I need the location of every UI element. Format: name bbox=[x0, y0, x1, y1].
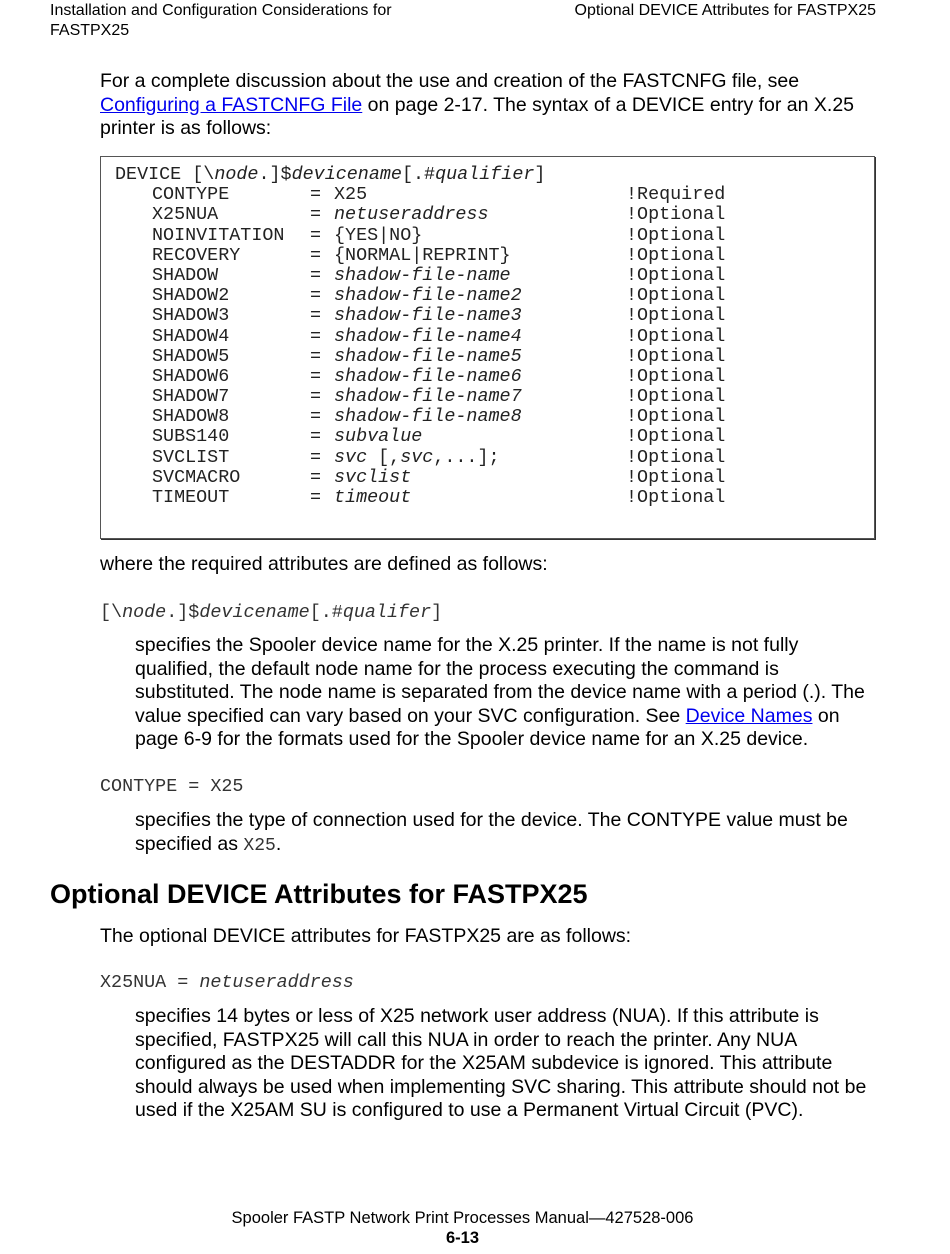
syntax-token: ] bbox=[534, 164, 546, 185]
syntax-attribute-value: shadow-file-name7 bbox=[334, 386, 522, 408]
running-header-right: Optional DEVICE Attributes for FASTPX25 bbox=[574, 2, 876, 19]
syntax-attribute-value: {YES|NO} bbox=[334, 224, 423, 246]
syntax-token: ,...]; bbox=[433, 446, 500, 468]
intro-text-before: For a complete discussion about the use and creation of the FASTCNFG file, see bbox=[100, 70, 800, 92]
syntax-attribute-name: SHADOW4 bbox=[152, 325, 230, 347]
syntax-attribute-name: SHADOW6 bbox=[152, 365, 230, 387]
syntax-equals: = bbox=[310, 386, 322, 408]
optional-intro: The optional DEVICE attributes for FASTPX25 are as follows: bbox=[100, 925, 632, 947]
running-header-left: Installation and Configuration Considerations for FASTPX25 bbox=[50, 2, 392, 39]
intro-text-after: on page 2-17. The syntax of a DEVICE entry for an X.25 printer is as follows: bbox=[100, 93, 855, 139]
syntax-row-noinvitation bbox=[115, 226, 725, 246]
syntax-comment: !Optional bbox=[626, 487, 726, 508]
term-node-placeholder: node bbox=[122, 602, 167, 623]
term-token: [\ bbox=[100, 602, 123, 623]
syntax-comment: !Optional bbox=[626, 204, 726, 226]
syntax-equals: = bbox=[310, 365, 322, 387]
syntax-equals: = bbox=[310, 466, 322, 488]
syntax-attribute-name: RECOVERY bbox=[152, 244, 241, 266]
syntax-attribute-name: SHADOW3 bbox=[152, 305, 230, 327]
syntax-token: DEVICE [\ bbox=[115, 164, 215, 185]
syntax-attribute-name: TIMEOUT bbox=[152, 487, 230, 508]
syntax-equals: = bbox=[310, 305, 322, 327]
syntax-attribute-value: shadow-file-name6 bbox=[334, 365, 522, 387]
syntax-equals: = bbox=[310, 184, 322, 206]
syntax-token: [, bbox=[367, 446, 401, 468]
syntax-comment: !Optional bbox=[626, 325, 726, 347]
syntax-row-contype bbox=[115, 185, 725, 205]
syntax-row-shadow2 bbox=[115, 286, 725, 306]
syntax-attribute-value: shadow-file-name2 bbox=[334, 285, 522, 307]
desc-text-after: . bbox=[275, 832, 282, 855]
footer-title: Spooler FASTP Network Print Processes Manual—427528-006 bbox=[231, 1209, 694, 1227]
syntax-row-shadow4 bbox=[115, 327, 725, 347]
syntax-equals: = bbox=[310, 487, 322, 508]
syntax-code-box bbox=[100, 156, 875, 539]
syntax-attribute-name: X25NUA bbox=[152, 204, 219, 226]
syntax-row-shadow bbox=[115, 266, 725, 286]
syntax-attribute-value: {NORMAL|REPRINT} bbox=[334, 244, 511, 266]
syntax-equals: = bbox=[310, 325, 322, 347]
syntax-attribute-name: SVCMACRO bbox=[152, 466, 241, 488]
syntax-attribute-name: SHADOW bbox=[152, 264, 219, 286]
syntax-row-svcmacro bbox=[115, 468, 725, 488]
syntax-attribute-name: SHADOW8 bbox=[152, 406, 230, 428]
desc-text-after: on page 6-9 for the formats used for the Spooler device name for an X.25 device. bbox=[135, 704, 840, 750]
page-number: 6-13 bbox=[445, 1229, 480, 1247]
syntax-comment: !Optional bbox=[626, 365, 726, 387]
term-contype: CONTYPE = X25 bbox=[100, 776, 244, 797]
syntax-first-line bbox=[115, 165, 725, 185]
term-devicename-placeholder: devicename bbox=[199, 602, 310, 623]
desc-text-before: specifies the Spooler device name for the X.25 printer. If the name is not fully qualified, the default node name for the process executing the command is substituted. The node name is separated from the device name with a period (.). The value specified can vary based on your SVC configuration. See bbox=[135, 634, 865, 727]
syntax-attribute-value: shadow-file-name3 bbox=[334, 305, 522, 327]
syntax-attribute-value: shadow-file-name bbox=[334, 264, 511, 286]
syntax-equals: = bbox=[310, 224, 322, 246]
syntax-row-shadow7 bbox=[115, 387, 725, 407]
syntax-row-shadow5 bbox=[115, 347, 725, 367]
syntax-comment: !Optional bbox=[626, 224, 726, 246]
syntax-attribute-name: SHADOW5 bbox=[152, 345, 230, 367]
syntax-comment: !Optional bbox=[626, 345, 726, 367]
syntax-row-shadow3 bbox=[115, 306, 725, 326]
term-token: X25NUA = bbox=[100, 972, 200, 993]
desc-code: X25 bbox=[243, 835, 276, 856]
term-qualifer-placeholder: qualifer bbox=[342, 602, 432, 623]
syntax-attribute-value: svclist bbox=[334, 466, 412, 488]
syntax-row-timeout bbox=[115, 488, 725, 508]
syntax-attribute-value bbox=[334, 448, 626, 468]
syntax-equals: = bbox=[310, 446, 322, 468]
syntax-comment: !Optional bbox=[626, 285, 726, 307]
syntax-comment: !Optional bbox=[626, 426, 726, 448]
x25nua-description: specifies 14 bytes or less of X25 network user address (NUA). If this attribute is specified, FASTPX25 will call this NUA in order to reach the printer. Any NUA configured as the DESTADDR for the X25AM subdevice is ignored. This attribute should always be used when implementing SVC sharing. This attribute should not be used if the X25AM SU is configured to use a Permanent Virtual Circuit (PVC). bbox=[135, 1005, 867, 1121]
term-token: ] bbox=[431, 602, 443, 623]
syntax-row-shadow8 bbox=[115, 407, 725, 427]
syntax-equals: = bbox=[310, 426, 322, 448]
syntax-attribute-name: SUBS140 bbox=[152, 426, 230, 448]
syntax-equals: = bbox=[310, 244, 322, 266]
syntax-equals: = bbox=[310, 204, 322, 226]
syntax-comment: !Optional bbox=[626, 446, 726, 468]
syntax-row-svclist bbox=[115, 448, 725, 468]
syntax-attribute-rows bbox=[115, 185, 725, 508]
syntax-attribute-name: SHADOW7 bbox=[152, 386, 230, 408]
syntax-attribute-name: SVCLIST bbox=[152, 446, 230, 468]
syntax-row-recovery bbox=[115, 246, 725, 266]
syntax-comment: !Required bbox=[626, 184, 726, 206]
syntax-attribute-value: timeout bbox=[334, 487, 412, 508]
syntax-comment: !Optional bbox=[626, 466, 726, 488]
syntax-token: .]$ bbox=[258, 164, 292, 185]
intro-paragraph bbox=[100, 70, 880, 141]
syntax-devicename-placeholder: devicename bbox=[291, 164, 402, 185]
syntax-row-x25nua bbox=[115, 205, 725, 225]
syntax-attribute-name: NOINVITATION bbox=[152, 224, 285, 246]
syntax-comment: !Optional bbox=[626, 264, 726, 286]
configuring-fastcnfg-link[interactable]: Configuring a FASTCNFG File bbox=[100, 93, 363, 116]
term-device-name bbox=[100, 602, 442, 624]
device-names-link[interactable]: Device Names bbox=[685, 704, 813, 727]
syntax-attribute-value: netuseraddress bbox=[334, 204, 489, 226]
syntax-row-shadow6 bbox=[115, 367, 725, 387]
term-token: [.# bbox=[309, 602, 343, 623]
syntax-qualifier-placeholder: qualifier bbox=[435, 164, 535, 185]
syntax-attribute-name: SHADOW2 bbox=[152, 285, 230, 307]
syntax-attribute-value: shadow-file-name4 bbox=[334, 325, 522, 347]
syntax-equals: = bbox=[310, 345, 322, 367]
section-heading: Optional DEVICE Attributes for FASTPX25 bbox=[50, 879, 588, 909]
syntax-node-placeholder: node bbox=[214, 164, 259, 185]
syntax-equals: = bbox=[310, 285, 322, 307]
term-x25nua bbox=[100, 972, 354, 994]
syntax-attribute-value: subvalue bbox=[334, 426, 423, 448]
syntax-comment: !Optional bbox=[626, 406, 726, 428]
syntax-comment: !Optional bbox=[626, 244, 726, 266]
syntax-svc-placeholder: svc bbox=[334, 446, 368, 468]
syntax-attribute-name: CONTYPE bbox=[152, 184, 230, 206]
syntax-comment: !Optional bbox=[626, 305, 726, 327]
syntax-comment: !Optional bbox=[626, 386, 726, 408]
syntax-attribute-value: shadow-file-name8 bbox=[334, 406, 522, 428]
term-token: .]$ bbox=[166, 602, 200, 623]
desc-text-before: specifies the type of connection used for the device. The CONTYPE value must be specified as bbox=[135, 809, 848, 855]
syntax-svc-placeholder: svc bbox=[400, 446, 434, 468]
syntax-code bbox=[115, 165, 725, 508]
syntax-attribute-value: X25 bbox=[334, 184, 368, 206]
device-name-description bbox=[135, 634, 880, 752]
syntax-row-subs140 bbox=[115, 427, 725, 447]
syntax-attribute-value: shadow-file-name5 bbox=[334, 345, 522, 367]
required-intro: where the required attributes are defined as follows: bbox=[100, 553, 548, 575]
term-netuseraddress-placeholder: netuseraddress bbox=[199, 972, 354, 993]
syntax-equals: = bbox=[310, 406, 322, 428]
syntax-token: [.# bbox=[401, 164, 436, 185]
syntax-equals: = bbox=[310, 264, 322, 286]
contype-description bbox=[135, 809, 880, 858]
